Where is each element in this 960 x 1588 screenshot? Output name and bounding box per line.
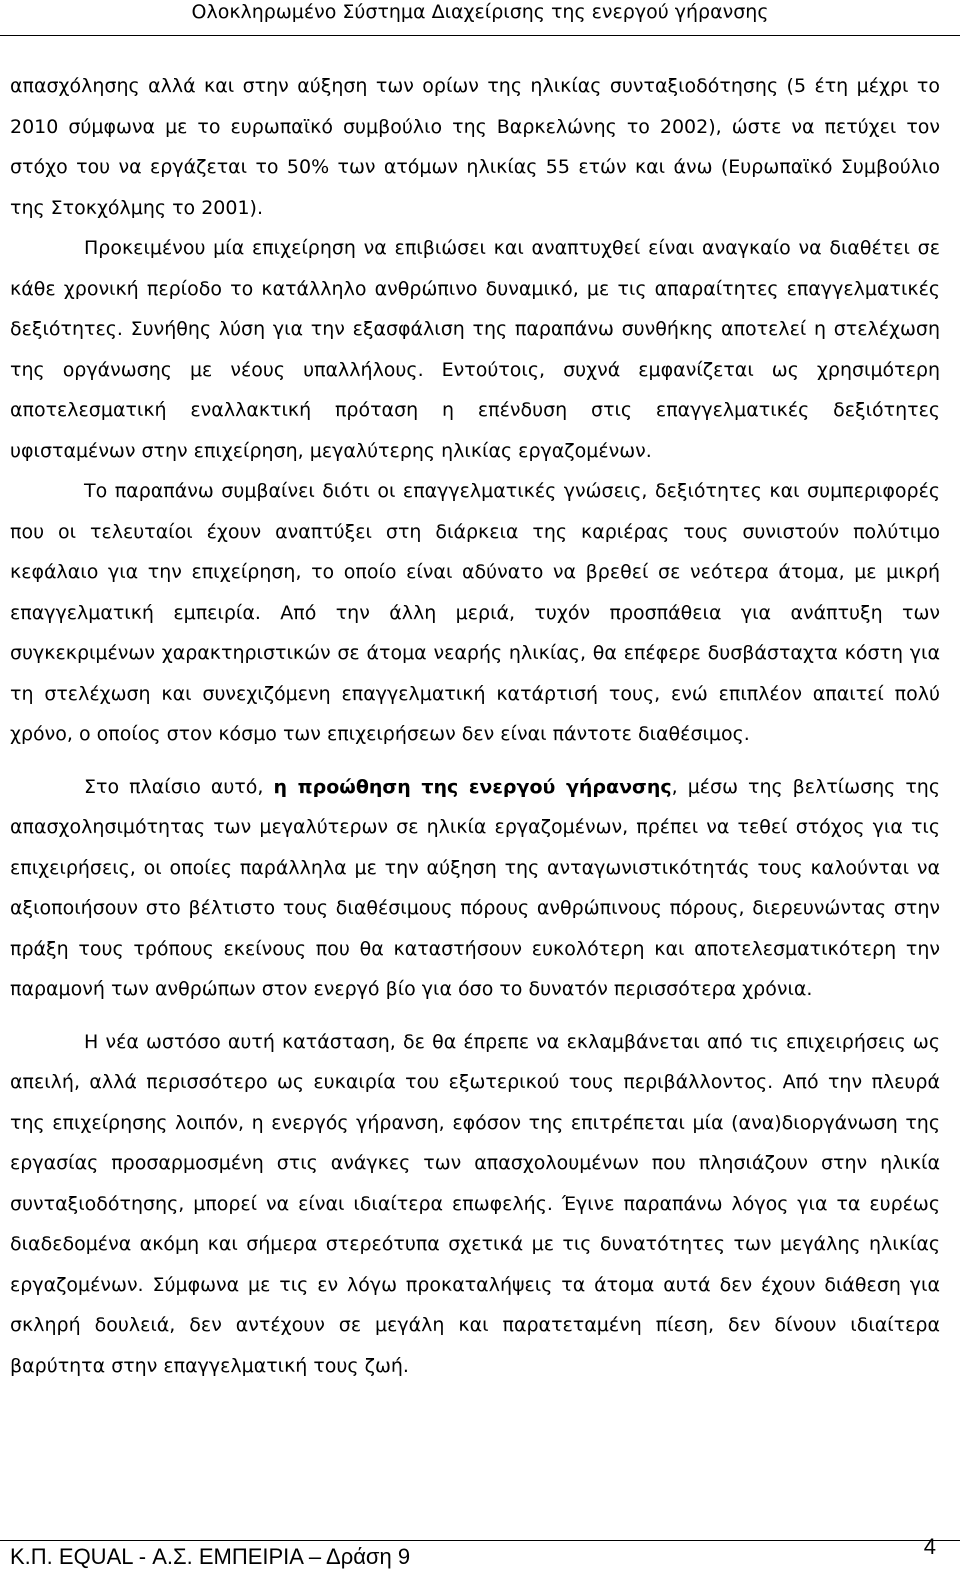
paragraph-4: [10, 767, 940, 1010]
header-title: Ολοκληρωμένο Σύστημα Διαχείρισης της ενεργού γήρανσης: [191, 1, 769, 23]
paragraph-5: Η νέα ωστόσο αυτή κατάσταση, δε θα έπρεπε να εκλαμβάνεται από τις επιχειρήσεις ως απειλή, αλλά περισσότερο ως ευκαιρία του εξωτερικού τους περιβάλλοντος. Από την πλευρά της επιχείρησης λοιπόν, η ενεργός γήρανση, εφόσον της επιτρέπεται μία (ανα)διοργάνωση της εργασίας προσαρμοσμένη στις ανάγκες των απασχολουμένων που πλησιάζουν στην ηλικία συνταξιοδότησης, μπορεί να είναι ιδιαίτερα επωφελής. Έγινε παραπάνω λόγος για τα ευρέως διαδεδομένα ακόμη και σήμερα στερεότυπα σχετικά με τις δυνατότητες των μεγάλης ηλικίας εργαζομένων. Σύμφωνα με τις εν λόγω προκαταλήψεις τα άτομα αυτά δεν έχουν διάθεση για σκληρή δουλειά, δεν αντέχουν σε μεγάλη και παρατεταμένη πίεση, δεν δίνουν ιδιαίτερα βαρύτητα στην επαγγελματική τους ζωή.: [10, 1030, 940, 1377]
paragraph-2: Προκειμένου μία επιχείρηση να επιβιώσει και αναπτυχθεί είναι αναγκαίο να διαθέτει σε κάθε χρονική περίοδο το κατάλληλο ανθρώπινο δυναμικό, με τις απαραίτητες επαγγελματικές δεξιότητες. Συνήθης λύση για την εξασφάλιση της παραπάνω συνθήκης αποτελεί η στελέχωση της οργάνωσης με νέους υπαλλήλους. Εντούτοις, συχνά εμφανίζεται ως χρησιμότερη αποτελεσματική εναλλακτική πρόταση η επένδυση στις επαγγελματικές δεξιότητες υφισταμένων στην επιχείρηση, μεγαλύτερης ηλικίας εργαζομένων.: [10, 237, 940, 462]
running-header: [0, 0, 960, 36]
paragraph-4-intro: Στο πλαίσιο αυτό,: [84, 775, 274, 798]
paragraph-4-rest: , μέσω της βελτίωσης της απασχολησιμότητας των μεγαλύτερων σε ηλικία εργαζομένων, πρέπει να τεθεί στόχος για τις επιχειρήσεις, οι οποίες παράλληλα με την αύξηση της ανταγωνιστικότητάς τους καλούνται να αξιοποιήσουν στο βέλτιστο τους διαθέσιμους πόρους ανθρώπινους πόρους, διερευνώντας στην πράξη τους τρόπους εκείνους που θα καταστήσουν ευκολότερη και αποτελεσματικότερη την παραμονή των ανθρώπων στον ενεργό βίο για όσο το δυνατόν περισσότερα χρόνια.: [10, 775, 940, 1000]
page-number: 4: [923, 1534, 936, 1559]
document-body: [10, 66, 940, 1386]
paragraph-4-emphasis: η προώθηση της ενεργού γήρανσης: [273, 775, 672, 798]
paragraph-3: Το παραπάνω συμβαίνει διότι οι επαγγελματικές γνώσεις, δεξιότητες και συμπεριφορές που οι τελευταίοι έχουν αναπτύξει στη διάρκεια της καριέρας τους συνιστούν πολύτιμο κεφάλαιο για την επιχείρηση, το οποίο είναι αδύνατο να βρεθεί σε νεότερα άτομα, με μικρή επαγγελματική εμπειρία. Από την άλλη μεριά, τυχόν προσπάθεια για ανάπτυξη των συγκεκριμένων χαρακτηριστικών σε άτομα νεαρής ηλικίας, θα επέφερε δυσβάσταχτα κόστη για τη στελέχωση και συνεχιζόμενη επαγγελματική κατάρτισή τους, ενώ επιπλέον απαιτεί πολύ χρόνο, ο οποίος στον κόσμο των επιχειρήσεων δεν είναι πάντοτε διαθέσιμος.: [10, 480, 940, 745]
footer-text: Κ.Π. EQUAL - Α.Σ. ΕΜΠΕΙΡΙΑ – Δράση 9: [10, 1544, 411, 1569]
footer-divider: [0, 1540, 960, 1541]
paragraph-1: απασχόλησης αλλά και στην αύξηση των ορίων της ηλικίας συνταξιοδότησης (5 έτη μέχρι το 2010 σύμφωνα με το ευρωπαϊκό συμβούλιο της Βαρκελώνης το 2002), ώστε να πετύχει τον στόχο του να εργάζεται το 50% των ατόμων ηλικίας 55 ετών και άνω (Ευρωπαϊκό Συμβούλιο της Στοκχόλμης το 2001).: [10, 75, 940, 219]
